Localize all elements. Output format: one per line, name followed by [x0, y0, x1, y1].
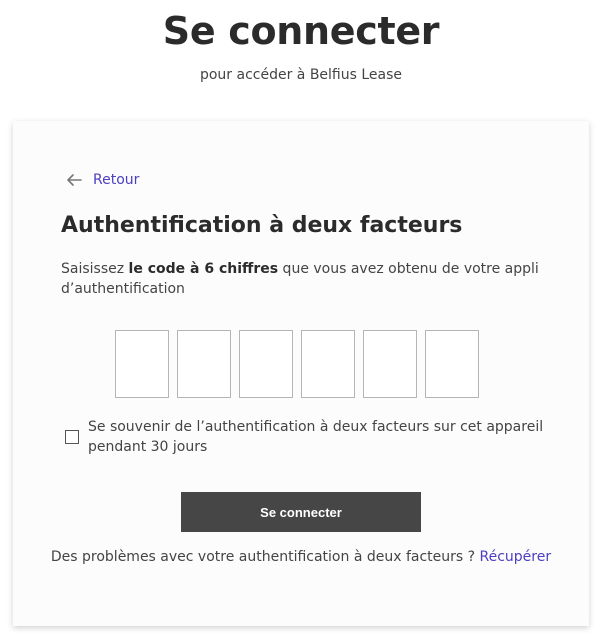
- remember-device-label[interactable]: Se souvenir de l’authentification à deux facteurs sur cet appareil pendant 30 jours: [88, 419, 544, 455]
- instructions-after: que vous avez obtenu de votre appli d’authentification: [61, 261, 539, 297]
- remember-device-row: [65, 417, 545, 457]
- page-title: Se connecter: [162, 9, 440, 53]
- arrow-left-icon: [65, 171, 83, 189]
- login-card: [13, 121, 589, 626]
- back-label: Retour: [93, 172, 140, 188]
- recover-link[interactable]: Récupérer: [479, 549, 552, 565]
- instructions-before: Saisissez: [61, 261, 129, 277]
- help-row: [13, 549, 589, 565]
- code-digit-4[interactable]: [301, 330, 355, 398]
- instructions-text: [61, 259, 541, 299]
- submit-button[interactable]: Se connecter: [181, 492, 421, 532]
- help-text: Des problèmes avec votre authentification à deux facteurs ?: [50, 549, 480, 565]
- code-input-row: [115, 330, 479, 398]
- code-digit-1[interactable]: [115, 330, 169, 398]
- remember-device-checkbox[interactable]: [65, 430, 79, 444]
- code-digit-5[interactable]: [363, 330, 417, 398]
- page-subtitle: pour accéder à Belfius Lease: [199, 67, 403, 83]
- instructions-bold: le code à 6 chiffres: [128, 261, 279, 277]
- code-digit-6[interactable]: [425, 330, 479, 398]
- back-link[interactable]: [65, 171, 139, 189]
- card-heading: Authentification à deux facteurs: [61, 213, 463, 238]
- code-digit-3[interactable]: [239, 330, 293, 398]
- code-digit-2[interactable]: [177, 330, 231, 398]
